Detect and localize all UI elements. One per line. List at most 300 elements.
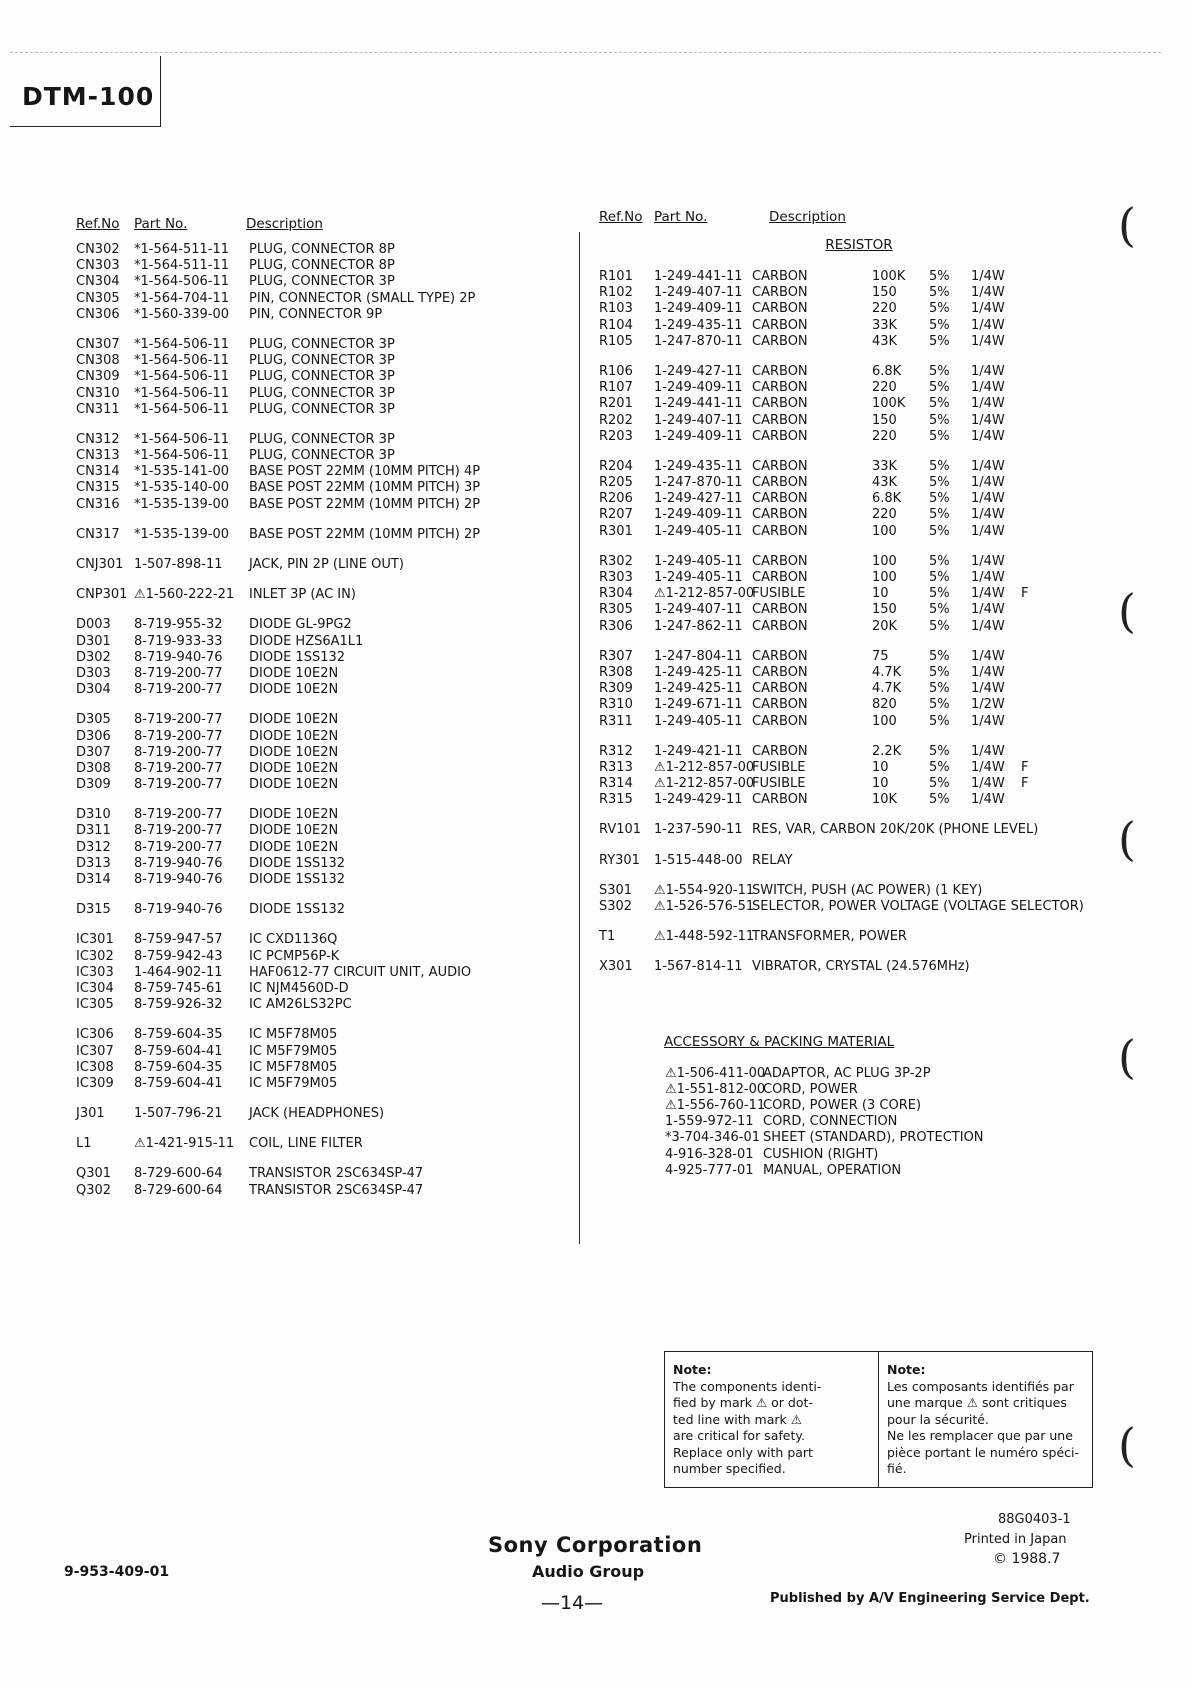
part-pw: 1/4W — [971, 285, 1005, 301]
part-desc: CARBON — [752, 648, 808, 664]
part-part: *1-564-506-11 — [134, 431, 230, 447]
part-row — [599, 459, 1119, 475]
part-val: 33K — [872, 458, 898, 474]
column-header — [599, 209, 1119, 235]
part-tol: 5% — [929, 776, 950, 792]
part-row — [599, 744, 1119, 760]
part-part: 8-719-200-77 — [134, 682, 223, 698]
accessory-desc: CUSHION (RIGHT) — [763, 1146, 879, 1162]
part-desc: IC NJM4560D-D — [249, 980, 349, 996]
part-desc: DIODE 10E2N — [249, 682, 339, 698]
part-pw: 1/4W — [971, 713, 1005, 729]
part-part: 1-249-405-11 — [654, 553, 743, 569]
part-ref: R307 — [599, 648, 633, 664]
part-desc: PLUG, CONNECTOR 3P — [249, 353, 395, 369]
part-row — [599, 318, 1119, 334]
part-tol: 5% — [929, 618, 950, 634]
part-mk — [1021, 570, 1041, 586]
part-row — [599, 760, 1119, 776]
part-val: 150 — [872, 602, 897, 618]
binding-hole-mark: ( — [1118, 812, 1136, 866]
company-name: Sony Corporation — [488, 1533, 703, 1557]
part-ref: IC307 — [76, 1043, 114, 1059]
part-ref: R202 — [599, 412, 633, 428]
top-divider — [10, 52, 1161, 53]
part-pw: 1/4W — [971, 743, 1005, 759]
part-ref: R315 — [599, 792, 633, 808]
part-val: 220 — [872, 507, 897, 523]
part-pw: 1/4W — [971, 363, 1005, 379]
part-ref: CN315 — [76, 480, 120, 496]
part-ref: R106 — [599, 363, 633, 379]
accessory-row — [665, 1114, 1119, 1130]
part-row — [76, 965, 566, 981]
part-desc: DIODE 10E2N — [249, 823, 339, 839]
parts-list-right — [599, 209, 1119, 1179]
part-ref: Q302 — [76, 1182, 112, 1198]
part-desc: CARBON — [752, 428, 808, 444]
part-part: *1-535-141-00 — [134, 464, 230, 480]
note-line: The components identi- — [673, 1378, 822, 1394]
part-ref: R305 — [599, 602, 633, 618]
part-row — [599, 285, 1119, 301]
part-tol: 5% — [929, 269, 950, 284]
accessory-desc: CORD, CONNECTION — [763, 1114, 898, 1130]
part-ref: IC308 — [76, 1059, 114, 1075]
part-mk — [1021, 619, 1041, 635]
part-desc: CARBON — [752, 792, 808, 808]
part-desc: COIL, LINE FILTER — [249, 1136, 363, 1152]
part-pw: 1/4W — [971, 317, 1005, 333]
note-line: fied by mark ⚠ or dot- — [673, 1395, 813, 1410]
part-part: 1-249-435-11 — [654, 317, 743, 333]
part-ref: R309 — [599, 681, 633, 697]
part-ref: D306 — [76, 728, 111, 744]
part-row — [76, 981, 566, 997]
part-desc: PLUG, CONNECTOR 3P — [249, 274, 395, 290]
header-part: Part No. — [134, 216, 188, 232]
part-part: 1-249-425-11 — [654, 664, 743, 680]
part-ref: D003 — [76, 617, 111, 633]
part-desc: CARBON — [752, 380, 808, 396]
part-pw: 1/4W — [971, 681, 1005, 697]
part-part: *1-535-139-00 — [134, 496, 230, 512]
binding-hole-mark: ( — [1118, 1030, 1136, 1084]
part-ref: D308 — [76, 760, 111, 776]
part-tol: 5% — [929, 475, 950, 491]
note-line: une marque ⚠ sont critiques — [887, 1395, 1067, 1410]
part-desc: DIODE 1SS132 — [249, 855, 346, 871]
accessory-row — [665, 1082, 1119, 1098]
part-row — [599, 776, 1119, 792]
part-part: 1-237-590-11 — [654, 822, 743, 838]
part-desc: BASE POST 22MM (10MM PITCH) 4P — [249, 464, 481, 480]
part-part: 8-719-200-77 — [134, 839, 223, 855]
part-part: 8-719-933-33 — [134, 633, 223, 649]
parts-group — [76, 337, 566, 418]
part-part: 1-247-804-11 — [654, 648, 743, 664]
part-row — [76, 464, 566, 480]
part-part: 1-507-898-11 — [134, 557, 223, 572]
part-mk — [1021, 364, 1041, 380]
accessory-part: 4-916-328-01 — [665, 1146, 754, 1162]
part-part: ⚠1-560-222-21 — [134, 587, 235, 603]
part-desc: IC PCMP56P-K — [249, 948, 340, 964]
part-row — [599, 269, 1119, 285]
part-desc: PLUG, CONNECTOR 3P — [249, 431, 395, 447]
part-mk — [1021, 301, 1041, 317]
part-part: 8-719-940-76 — [134, 649, 223, 665]
part-desc: PLUG, CONNECTOR 3P — [249, 336, 395, 352]
left-parts-body — [76, 242, 566, 1199]
part-val: 4.7K — [872, 681, 902, 697]
part-row — [76, 497, 566, 513]
part-row — [76, 1106, 566, 1122]
part-part: *1-535-139-00 — [134, 526, 230, 542]
part-desc: DIODE 1SS132 — [249, 872, 346, 887]
accessory-desc: CORD, POWER (3 CORE) — [763, 1097, 922, 1113]
part-row — [599, 301, 1119, 317]
right-parts-body — [599, 269, 1119, 976]
part-row — [599, 429, 1119, 445]
accessory-row — [665, 1098, 1119, 1114]
part-row — [76, 527, 566, 543]
part-row — [76, 745, 566, 761]
part-ref: CN303 — [76, 258, 120, 274]
part-ref: D315 — [76, 902, 111, 918]
part-row — [599, 853, 1119, 869]
part-ref: R304 — [599, 586, 633, 602]
accessory-desc: MANUAL, OPERATION — [763, 1162, 902, 1178]
part-pw: 1/4W — [971, 380, 1005, 396]
part-row — [76, 997, 566, 1013]
part-part: ⚠1-448-592-11 — [654, 929, 755, 945]
part-mk — [1021, 491, 1041, 507]
part-desc: CARBON — [752, 570, 808, 585]
part-part: ⚠1-526-576-51 — [654, 899, 755, 914]
part-row — [599, 649, 1119, 665]
part-tol: 5% — [929, 648, 950, 664]
part-part: 1-515-448-00 — [654, 852, 743, 868]
parts-group — [76, 932, 566, 1013]
part-desc: BASE POST 22MM (10MM PITCH) 3P — [249, 480, 481, 496]
part-pw: 1/4W — [971, 269, 1005, 284]
part-tol: 5% — [929, 681, 950, 697]
part-row — [599, 491, 1119, 507]
part-part: 1-249-421-11 — [654, 743, 743, 759]
part-ref: R303 — [599, 570, 633, 585]
part-ref: CN310 — [76, 385, 120, 401]
part-desc: CARBON — [752, 618, 808, 634]
copyright: © 1988.7 — [993, 1551, 1061, 1567]
part-pw: 1/4W — [971, 664, 1005, 680]
part-part: 8-759-942-43 — [134, 948, 223, 964]
part-desc: CARBON — [752, 475, 808, 491]
part-mk — [1021, 269, 1041, 285]
part-ref: CN307 — [76, 336, 120, 352]
part-desc: RELAY — [752, 852, 793, 868]
resistor-section-title: RESISTOR — [825, 237, 893, 253]
part-desc: DIODE 1SS132 — [249, 649, 346, 665]
part-row — [599, 586, 1119, 602]
part-part: 8-759-926-32 — [134, 997, 223, 1013]
part-tol: 5% — [929, 333, 950, 349]
part-pw: 1/4W — [971, 648, 1005, 664]
part-tol: 5% — [929, 285, 950, 301]
part-pw: 1/4W — [971, 412, 1005, 428]
part-pw: 1/4W — [971, 458, 1005, 474]
part-ref: D310 — [76, 807, 111, 823]
part-part: 1-567-814-11 — [654, 959, 743, 975]
part-part: 8-759-604-35 — [134, 1059, 223, 1075]
parts-group — [76, 712, 566, 793]
part-part: ⚠1-212-857-00 — [654, 759, 755, 775]
part-ref: T1 — [599, 929, 616, 945]
parts-group — [76, 617, 566, 698]
part-part: *1-564-511-11 — [134, 258, 230, 274]
part-desc: JACK (HEADPHONES) — [249, 1106, 385, 1122]
parts-group — [76, 432, 566, 513]
part-desc: PLUG, CONNECTOR 3P — [249, 448, 395, 464]
part-tol: 5% — [929, 301, 950, 317]
part-desc: CARBON — [752, 363, 808, 379]
parts-group — [76, 1106, 566, 1122]
part-desc: DIODE 10E2N — [249, 728, 339, 744]
part-pw: 1/4W — [971, 396, 1005, 412]
part-mk — [1021, 380, 1041, 396]
part-desc: CARBON — [752, 412, 808, 428]
part-row — [76, 807, 566, 823]
part-mk — [1021, 475, 1041, 491]
part-desc: FUSIBLE — [752, 586, 806, 602]
part-part: 8-719-955-32 — [134, 617, 223, 633]
part-ref: R201 — [599, 396, 633, 412]
part-row — [76, 650, 566, 666]
part-row — [599, 475, 1119, 491]
part-part: 1-249-405-11 — [654, 570, 743, 585]
part-ref: IC303 — [76, 964, 114, 980]
part-row — [76, 856, 566, 872]
part-tol: 5% — [929, 396, 950, 412]
parts-group — [76, 807, 566, 888]
part-row — [599, 507, 1119, 523]
parts-group — [76, 242, 566, 323]
part-mk — [1021, 744, 1041, 760]
part-row — [76, 1076, 566, 1092]
part-part: 8-719-200-77 — [134, 807, 223, 823]
part-ref: R311 — [599, 713, 633, 729]
part-desc: FUSIBLE — [752, 759, 806, 775]
part-desc: TRANSISTOR 2SC634SP-47 — [249, 1182, 424, 1198]
part-mk — [1021, 459, 1041, 475]
part-row — [76, 1183, 566, 1199]
binding-hole-mark: ( — [1118, 584, 1136, 638]
part-row — [599, 822, 1119, 838]
part-row — [76, 872, 566, 888]
part-ref: D307 — [76, 744, 111, 760]
note-title: Note: — [673, 1362, 712, 1377]
parts-group — [599, 364, 1119, 445]
accessory-row — [665, 1130, 1119, 1146]
part-part: 1-249-405-11 — [654, 523, 743, 539]
part-ref: Q301 — [76, 1166, 112, 1182]
part-val: 100 — [872, 523, 897, 539]
part-row — [76, 682, 566, 698]
accessory-part: *3-704-346-01 — [665, 1130, 761, 1146]
part-ref: RV101 — [599, 822, 642, 838]
part-part: 1-249-409-11 — [654, 301, 743, 317]
part-row — [599, 554, 1119, 570]
part-desc: TRANSISTOR 2SC634SP-47 — [249, 1166, 424, 1182]
header-ref: Ref.No — [599, 209, 643, 225]
part-desc: PLUG, CONNECTOR 3P — [249, 401, 395, 417]
note-line: number specified. — [673, 1461, 786, 1476]
parts-group — [599, 649, 1119, 730]
part-part: ⚠1-421-915-11 — [134, 1136, 235, 1152]
printed-in: Printed in Japan — [964, 1532, 1067, 1547]
part-desc: JACK, PIN 2P (LINE OUT) — [249, 557, 404, 572]
part-part: 8-759-604-41 — [134, 1075, 223, 1091]
part-ref: D303 — [76, 665, 111, 681]
part-part: 1-249-427-11 — [654, 363, 743, 379]
part-val: 220 — [872, 428, 897, 444]
part-ref: CN306 — [76, 306, 120, 322]
part-row — [599, 681, 1119, 697]
part-desc: CARBON — [752, 743, 808, 759]
part-row — [76, 949, 566, 965]
part-desc: RES, VAR, CARBON 20K/20K (PHONE LEVEL) — [752, 822, 1039, 838]
part-val: 10K — [872, 792, 898, 808]
part-tol: 5% — [929, 570, 950, 585]
part-row — [599, 697, 1119, 713]
part-desc: BASE POST 22MM (10MM PITCH) 2P — [249, 526, 481, 542]
part-part: 1-249-441-11 — [654, 396, 743, 412]
part-val: 4.7K — [872, 664, 902, 680]
part-mk — [1021, 681, 1041, 697]
part-row — [76, 402, 566, 418]
part-row — [599, 602, 1119, 618]
part-ref: R314 — [599, 776, 633, 792]
part-row — [599, 899, 1119, 915]
part-row — [599, 714, 1119, 730]
part-tol: 5% — [929, 664, 950, 680]
document-number: 9-953-409-01 — [64, 1564, 170, 1580]
part-row — [599, 570, 1119, 586]
part-desc: CARBON — [752, 523, 808, 539]
part-part: 1-249-407-11 — [654, 602, 743, 618]
parts-group — [599, 554, 1119, 635]
part-ref: CN305 — [76, 290, 120, 306]
part-desc: HAF0612-77 CIRCUIT UNIT, AUDIO — [249, 964, 472, 980]
part-tol: 5% — [929, 523, 950, 539]
part-pw: 1/2W — [971, 697, 1005, 713]
accessory-section-title: ACCESSORY & PACKING MATERIAL — [664, 1033, 895, 1050]
part-val: 43K — [872, 333, 898, 349]
part-part: 1-249-409-11 — [654, 380, 743, 396]
model-title: DTM-100 — [22, 82, 155, 111]
part-part: 1-247-870-11 — [654, 475, 743, 491]
note-line: pièce portant le numéro spéci- — [887, 1444, 1080, 1460]
part-row — [76, 448, 566, 464]
part-part: 1-249-441-11 — [654, 269, 743, 284]
part-part: 8-729-600-64 — [134, 1182, 223, 1198]
part-row — [76, 902, 566, 918]
part-ref: D313 — [76, 855, 111, 871]
part-ref: R206 — [599, 491, 633, 507]
part-row — [76, 369, 566, 385]
part-pw: 1/4W — [971, 553, 1005, 569]
part-pw: 1/4W — [971, 776, 1005, 792]
part-desc: CARBON — [752, 269, 808, 284]
part-pw: 1/4W — [971, 507, 1005, 523]
part-mk — [1021, 429, 1041, 445]
part-mk — [1021, 665, 1041, 681]
part-part: 8-719-200-77 — [134, 760, 223, 776]
parts-group — [76, 902, 566, 918]
part-ref: R103 — [599, 301, 633, 317]
part-ref: D302 — [76, 649, 111, 665]
part-ref: CN308 — [76, 353, 120, 369]
part-row — [76, 761, 566, 777]
part-ref: R204 — [599, 458, 633, 474]
part-ref: CN309 — [76, 369, 120, 385]
part-part: 1-247-870-11 — [654, 333, 743, 349]
part-part: 8-719-940-76 — [134, 855, 223, 871]
part-ref: IC301 — [76, 932, 114, 948]
parts-group — [599, 459, 1119, 540]
part-ref: S302 — [599, 899, 633, 914]
part-ref: S301 — [599, 882, 633, 898]
part-part: 8-719-200-77 — [134, 665, 223, 681]
parts-group — [599, 269, 1119, 350]
part-mk — [1021, 524, 1041, 540]
part-ref: R302 — [599, 553, 633, 569]
part-part: 1-249-407-11 — [654, 412, 743, 428]
part-desc: DIODE 10E2N — [249, 839, 339, 855]
part-ref: IC302 — [76, 948, 114, 964]
part-row — [76, 291, 566, 307]
part-tol: 5% — [929, 602, 950, 618]
accessory-desc: ADAPTOR, AC PLUG 3P-2P — [763, 1065, 931, 1081]
part-mk — [1021, 334, 1041, 350]
accessory-row — [665, 1147, 1119, 1163]
column-divider — [579, 232, 580, 1244]
accessory-desc: CORD, POWER — [763, 1081, 858, 1097]
part-tol: 5% — [929, 759, 950, 775]
part-row — [76, 617, 566, 633]
part-ref: R301 — [599, 523, 633, 539]
part-desc: CARBON — [752, 681, 808, 697]
part-row — [76, 823, 566, 839]
part-tol: 5% — [929, 317, 950, 333]
part-part: *1-564-506-11 — [134, 274, 230, 290]
part-desc: DIODE 10E2N — [249, 665, 339, 681]
part-val: 75 — [872, 648, 889, 664]
part-mk — [1021, 602, 1041, 618]
parts-group — [599, 822, 1119, 838]
part-ref: CN311 — [76, 401, 120, 417]
part-tol: 5% — [929, 491, 950, 507]
part-mk — [1021, 697, 1041, 713]
part-row — [76, 1027, 566, 1043]
part-val: 150 — [872, 412, 897, 428]
part-ref: CNP301 — [76, 587, 128, 603]
part-part: 8-719-200-77 — [134, 744, 223, 760]
part-tol: 5% — [929, 586, 950, 602]
note-title: Note: — [887, 1362, 926, 1377]
part-row — [76, 1136, 566, 1152]
part-row — [76, 337, 566, 353]
